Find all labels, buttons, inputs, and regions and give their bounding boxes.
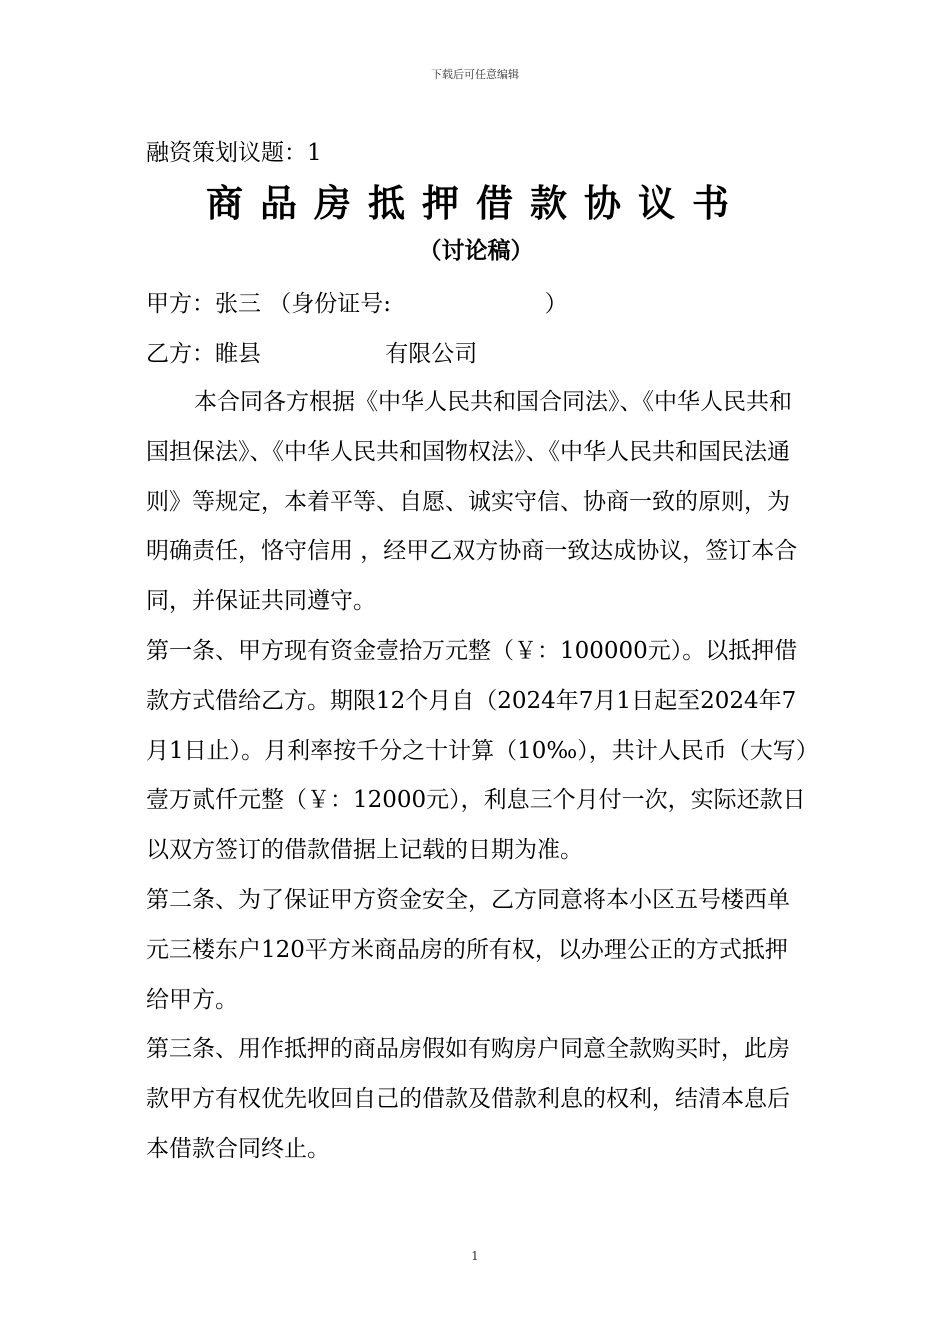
page-number: 1	[471, 1249, 479, 1263]
document-subtitle: （讨论稿）	[418, 237, 534, 264]
document-title: 商品房抵押借款协议书	[206, 181, 746, 225]
party-a: 甲方：张三 （身份证号: ）	[146, 291, 568, 317]
article-3: 第三条、用作抵押的商品房假如有购房户同意全款购买时，此房款甲方有权优先收回自己的借款及借款利息的权利，结清本息后本借款合同终止。	[146, 1036, 790, 1162]
page-header-note: 下载后可任意编辑	[431, 68, 519, 81]
article-2: 第二条、为了保证甲方资金安全，乙方同意将本小区五号楼西单元三楼东户120平方米商品房的所有权，以办理公正的方式抵押给甲方。	[146, 886, 790, 1013]
preamble-paragraph: 本合同各方根据《中华人民共和国合同法》、《中华人民共和国担保法》、《中华人民共和国物权法》、《中华人民共和国民法通则》等规定，本着平等、自愿、诚实守信、协商一致的原则，为明确责任，恪守信用 ，经甲乙双方协商一致达成协议，签订本合同，并保证共同遵守。	[146, 389, 798, 615]
party-b: 乙方：睢县 有限公司	[146, 341, 478, 367]
article-1: 第一条、甲方现有资金壹拾万元整（￥：100000元）。以抵押借款方式借给乙方。期限12个月自（2024年7月1日起至2024年7月1日止）。月利率按千分之十计算（10‰），共计人民币（大写）壹万贰仟元整（￥：12000元），利息三个月付一次，实际还款日以双方签订的借款借据上记载的日期为准。	[146, 637, 808, 864]
topic-line: 融资策划议题：1	[146, 140, 322, 166]
contract-body	[146, 378, 810, 1175]
